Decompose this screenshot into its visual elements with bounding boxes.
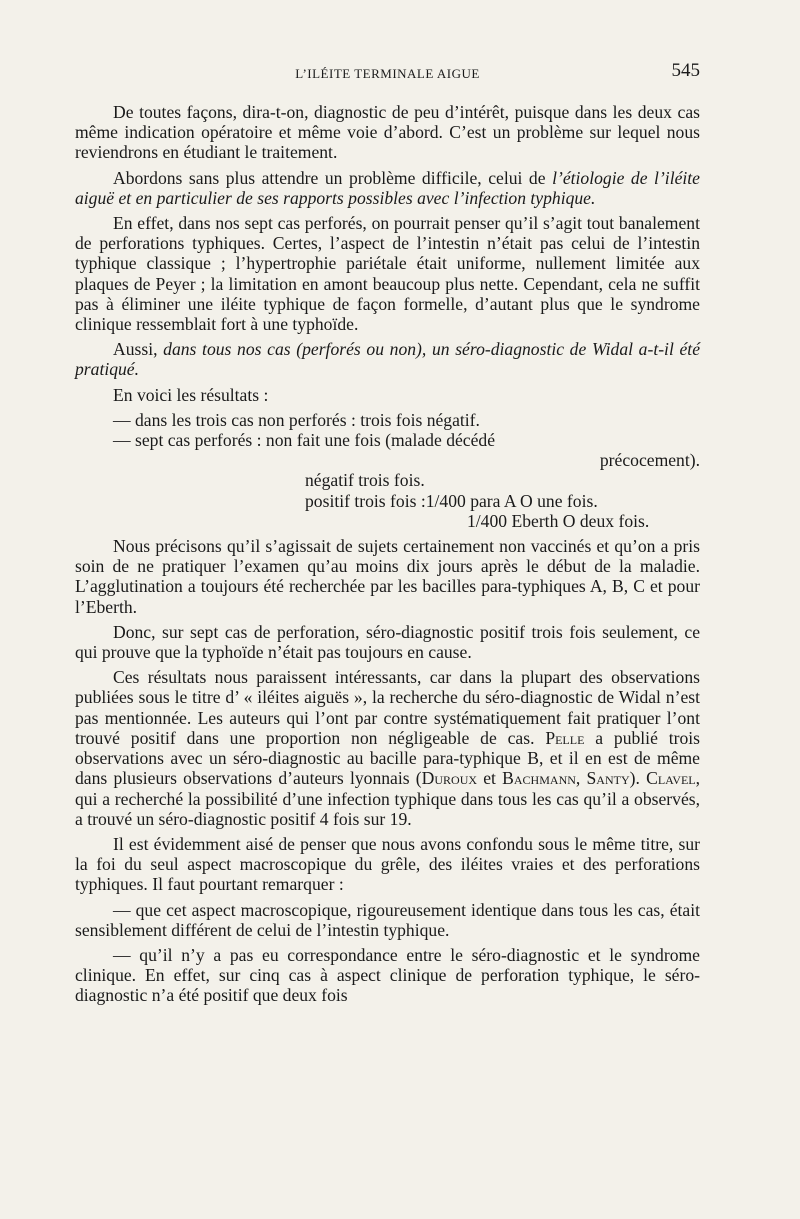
paragraph-4-italic: dans tous nos cas (perforés ou non), un séro-diagnostic de Widal a-t-il été pratiqué. (75, 339, 701, 380)
paragraph-10: — que cet aspect macroscopique, rigoureusement identique dans tous les cas, était sensiblement différent de celui de l’intestin typhique. (75, 899, 700, 940)
paragraph-2-lead: Abordons sans plus attendre un problème difficile, celui de (113, 167, 553, 188)
body-text (75, 102, 700, 1006)
paragraph-2 (75, 168, 700, 208)
result-line-2-continuation: précocement). (599, 450, 700, 471)
paragraph-1: De toutes façons, dira-t-on, diagnostic de peu d’intérêt, puisque dans les deux cas même indication opératoire et même voie d’abord. C’est un problème sur lequel nous reviendrons en étudiant le traitement. (75, 102, 700, 163)
p8-part-b: a publié trois observations avec un séro-diagnostic au bacille para-typhique B, et il en est de même dans plusieurs observations d’auteurs lyonnais ( (75, 727, 700, 789)
paragraph-7: Donc, sur sept cas de perforation, séro-diagnostic positif trois fois seulement, ce qui prouve que la typhoïde n’était pas toujours en cause. (75, 621, 700, 663)
author-santy: Santy (586, 768, 630, 789)
p8-part-c: et (477, 768, 503, 789)
p8-part-f: , qui a recherché la possibilité d’une infection typhique dans tous les cas qu’il a observés, a trouvé un séro-diagnostic positif 4 fois sur 19. (75, 768, 701, 829)
paragraph-11: — qu’il n’y a pas eu correspondance entre le séro-diagnostic et le syndrome clinique. En effet, sur cinq cas à aspect clinique de perforation typhique, le séro-diagnostic n’a été positif que deux fois (75, 944, 700, 1006)
paragraph-8 (75, 667, 700, 829)
author-clavel: Clavel (646, 768, 696, 789)
paragraph-4-lead: Aussi, (113, 339, 164, 360)
page-header (75, 60, 700, 88)
result-positive-label: positif trois fois : (305, 490, 426, 511)
author-pelle: Pelle (545, 727, 585, 748)
paragraph-2-italic: l’étiologie de l’iléite aiguë et en particulier de ses rapports possibles avec l’infection typhique. (75, 167, 700, 208)
result-positive (75, 491, 700, 511)
paragraph-6: Nous précisons qu’il s’agissait de sujets certainement non vaccinés et qu’on a pris soin de ne pratiquer l’examen qu’au moins dix jours après le début de la maladie. L’agglutination a toujours été recherchée par les bacilles para-typhiques A, B, C et pour l’Eberth. (75, 536, 700, 617)
p8-part-a: Ces résultats nous paraissent intéressants, car dans la plupart des observations publiées sous le titre d’ « iléites aiguës », la recherche du séro-diagnostic de Widal n’est pas mentionnée. Les auteurs qui l’ont par contre systématiquement fait pratiquer l’ont trouvé positif dans une proportion non négligeable de cas. (75, 667, 700, 748)
results-list (75, 410, 700, 531)
author-bachmann: Bachmann (502, 768, 576, 789)
result-line-1: — dans les trois cas non perforés : trois fois négatif. (113, 409, 480, 430)
author-duroux: Duroux (421, 768, 478, 789)
running-title: L’ILÉITE TERMINALE AIGUE (295, 66, 480, 81)
result-positive-b: 1/400 Eberth O deux fois. (467, 510, 650, 531)
paragraph-4 (75, 339, 700, 379)
result-positive-a: 1/400 para A O une fois. (425, 490, 598, 511)
p8-part-e: ). (629, 768, 647, 789)
paragraph-3: En effet, dans nos sept cas perforés, on pourrait penser qu’il s’agit tout banalement de perforations typhiques. Certes, l’aspect de l’intestin n’était pas celui de l’intestin typhique classique ; l’hypertrophie pariétale était uniforme, nullement limitée aux plaques de Peyer ; la limitation en amont beaucoup plus nette. Cependant, cela ne suffit pas à éliminer une iléite typhique de façon formelle, d’autant plus que le syndrome clinique ressemblait fort à une typhoïde. (75, 213, 700, 335)
paragraph-9: Il est évidemment aisé de penser que nous avons confondu sous le même titre, sur la foi du seul aspect macroscopique du grêle, des iléites vraies et des perforations typhiques. Il faut pourtant remarquer : (75, 833, 700, 895)
page (75, 60, 700, 1011)
result-negative (75, 470, 700, 490)
page-number: 545 (671, 60, 700, 81)
result-negative-text: négatif trois fois. (305, 470, 425, 491)
p8-part-d: , (575, 768, 587, 789)
paragraph-5: En voici les résultats : (113, 384, 269, 405)
result-line-2: — sept cas perforés : non fait une fois (malade décédé (113, 430, 496, 451)
